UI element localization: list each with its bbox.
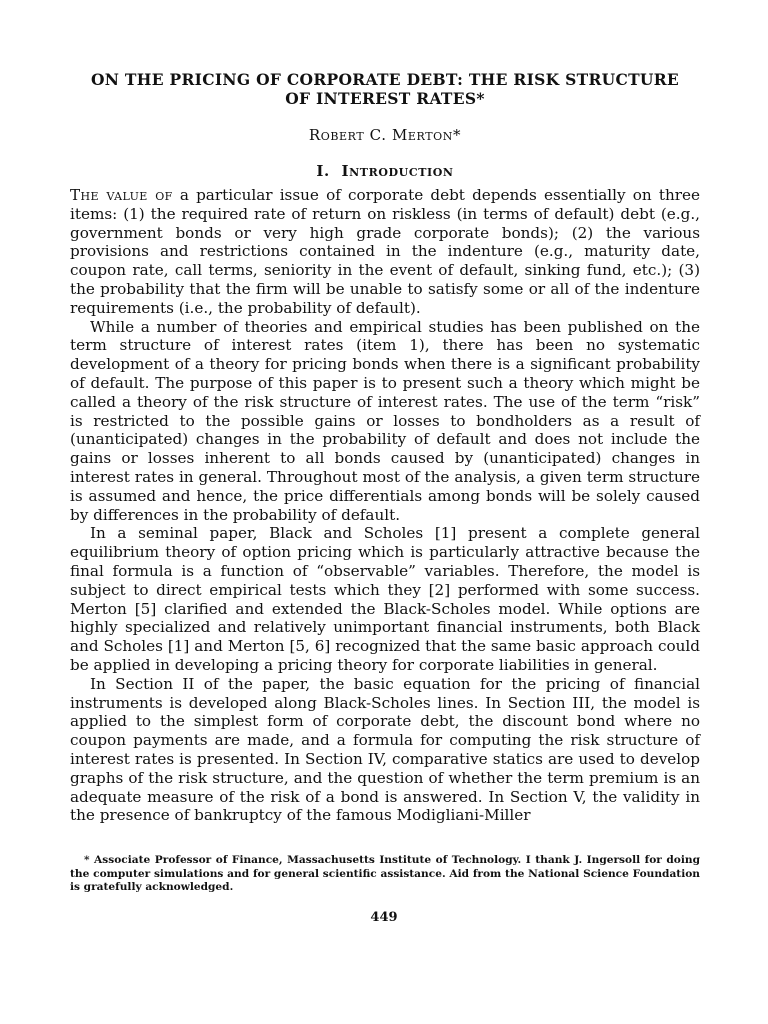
section-heading xyxy=(70,162,700,180)
main-content xyxy=(70,70,700,825)
title-line-1: ON THE PRICING OF CORPORATE DEBT: THE RISK STRUCTURE xyxy=(90,70,680,89)
paragraph-lead: The value of xyxy=(70,186,173,204)
paragraph-3: In a seminal paper, Black and Scholes [1] present a complete general equilibrium theory of option pricing which is particularly attractive because the final formula is a function of “observable” variables. Therefore, the model is subject to direct empirical tests which they [2] performed with some success. Merton [5] clarified and extended the Black-Scholes model. While options are highly specialized and relatively unimportant financial instruments, both Black and Scholes [1] and Merton [5, 6] recognized that the same basic approach could be applied in developing a pricing theory for corporate liabilities in general. xyxy=(70,524,700,674)
paragraph-4: In Section II of the paper, the basic equation for the pricing of financial instruments is developed along Black-Scholes lines. In Section III, the model is applied to the simplest form of corporate debt, the discount bond where no coupon payments are made, and a formula for computing the risk structure of interest rates is presented. In Section IV, comparative statics are used to develop graphs of the risk structure, and the question of whether the term premium is an adequate measure of the risk of a bond is answered. In Section V, the validity in the presence of bankruptcy of the famous Modigliani-Miller xyxy=(70,674,700,825)
section-name: Introduction xyxy=(341,162,454,180)
page-number: 449 xyxy=(370,910,398,925)
paragraph-2: While a number of theories and empirical studies has been published on the term structure of interest rates (item 1), there has been no systematic development of a theory for pricing bonds when there is a significant probability of default. The purpose of this paper is to present such a theory which might be called a theory of the risk structure of interest rates. The use of the term “risk” is restricted to the possible gains or losses to bondholders as a result of (unanticipated) changes in the probability of default and does not include the gains or losses inherent to all bonds caused by (unanticipated) changes in interest rates in general. Throughout most of the analysis, a given term structure is assumed and hence, the price differentials among bonds will be solely caused by differences in the probability of default. xyxy=(70,317,700,524)
title-line-2: OF INTEREST RATES* xyxy=(285,89,485,108)
author-name: Robert C. Merton* xyxy=(308,126,462,144)
section-numeral: I. xyxy=(316,162,330,180)
footnote: * Associate Professor of Finance, Massachusetts Institute of Technology. I thank J. Ingersoll for doing the computer simulations and for general scientific assistance. Aid from the National Science Foundation is gratefully acknowledged. xyxy=(70,854,700,894)
paragraph-1 xyxy=(70,186,700,318)
paper-title xyxy=(70,70,700,108)
paragraph-1-text: a particular issue of corporate debt depends essentially on three items: (1) the required rate of return on riskless (in terms of default) debt (e.g., government bonds or very high grade corporate bonds); (2) the various provisions and restrictions contained in the indenture (e.g., maturity date, coupon rate, call terms, seniority in the event of default, sinking fund, etc.); (3) the probability that the firm will be unable to satisfy some or all of the indenture requirements (i.e., the probability of default). xyxy=(70,186,700,317)
